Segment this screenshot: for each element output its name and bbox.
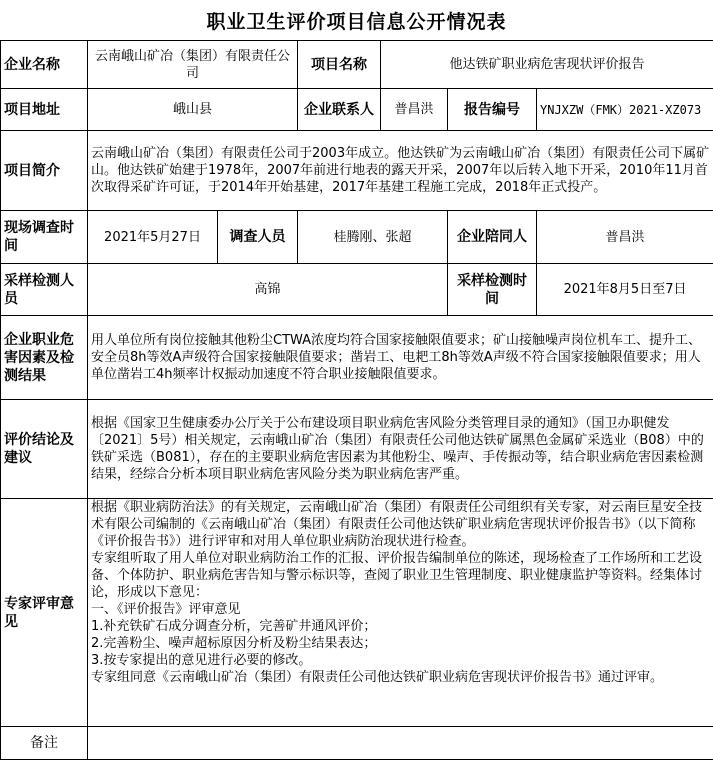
conclusion-value: 根据《国家卫生健康委办公厅关于公布建设项目职业病危害风险分类管理目录的通知》（国卫办职健发〔2021〕5号）相关规定，云南峨山矿冶（集团）有限责任公司他达铁矿属黑色金属矿采选业（B08）中的铁矿采选（B081），存在的主要职业病危害因素为其他粉尘、噪声、手传振动等，结合职业病危害因素检测结果，经综合分析本项目职业病危害风险分类为职业病危害严重。: [88, 400, 713, 499]
form-title: 职业卫生评价项目信息公开情况表: [206, 10, 507, 33]
row-survey: [1, 211, 713, 264]
company-name-value: 云南峨山矿冶（集团）有限责任公司: [88, 41, 298, 89]
row-conclusion: [1, 400, 713, 499]
project-address-label: 项目地址: [1, 89, 88, 131]
escort-label: 企业陪同人: [448, 211, 537, 264]
project-intro-label: 项目简介: [1, 131, 88, 211]
expert-review-label: 专家评审意见: [1, 499, 88, 727]
hazard-results-value: 用人单位所有岗位接触其他粉尘CTWA浓度均符合国家接触限值要求；矿山接触噪声岗位机车工、提升工、安全员8h等效A声级符合国家接触限值要求；凿岩工、电耙工8h等效A声级不符合国家接触限值要求；用人单位凿岩工4h频率计权振动加速度不符合职业接触限值要求。: [88, 316, 713, 400]
project-name-value: 他达铁矿职业病危害现状评价报告: [381, 41, 713, 89]
enterprise-contact-value: 普昌洪: [381, 89, 448, 131]
enterprise-contact-label: 企业联系人: [298, 89, 381, 131]
row-address: [1, 89, 713, 131]
investigator-label: 调查人员: [218, 211, 298, 264]
row-expert-review: [1, 499, 713, 727]
conclusion-label: 评价结论及建议: [1, 400, 88, 499]
expert-paragraph: 3.按专家提出的意见进行必要的修改。: [91, 653, 312, 668]
investigator-value: 桂腾刚、张超: [298, 211, 448, 264]
hazard-results-label: 企业职业危害因素及检测结果: [1, 316, 88, 400]
info-table: [0, 40, 713, 760]
report-number-value: YNJXZW（FMK）2021-XZ073: [537, 89, 713, 131]
row-intro: [1, 131, 713, 211]
sampling-time-label: 采样检测时间: [448, 264, 537, 316]
expert-paragraph: 2.完善粉尘、噪声超标原因分析及粉尘结果表达；: [91, 636, 377, 651]
survey-time-label: 现场调查时间: [1, 211, 88, 264]
sampling-time-value: 2021年8月5日至7日: [537, 264, 713, 316]
expert-paragraph: 专家组听取了用人单位对职业病防治工作的汇报、评价报告编制单位的陈述，现场检查了工作场所和工艺设备、个体防护、职业病危害告知与警示标识等，查阅了职业卫生管理制度、职业健康监护等资料。经集体讨论，形成以下意见：: [91, 551, 703, 600]
remarks-value: [88, 727, 713, 760]
row-company: [1, 41, 713, 89]
project-intro-value: 云南峨山矿冶（集团）有限责任公司于2003年成立。他达铁矿为云南峨山矿冶（集团）有限责任公司下属矿山。他达铁矿始建于1978年，2007年前进行地表的露天开采，2007年以后转入地下开采，2010年11月首次取得采矿许可证，于2014年开始基建，2017年基建工程施工完成，2018年正式投产。: [88, 131, 713, 211]
expert-paragraph: 一、《评价报告》评审意见: [91, 602, 241, 617]
row-hazard-results: [1, 316, 713, 400]
expert-paragraph: 1.补充铁矿石成分调查分析，完善矿井通风评价；: [91, 619, 377, 634]
sampling-staff-value: 高锦: [88, 264, 448, 316]
expert-paragraph: 专家组同意《云南峨山矿冶（集团）有限责任公司他达铁矿职业病危害现状评价报告书》通过评审。: [91, 670, 664, 685]
expert-paragraph: 根据《职业病防治法》的有关规定，云南峨山矿冶（集团）有限责任公司组织有关专家，对云南巨星安全技术有限公司编制的《云南峨山矿冶（集团）有限责任公司他达铁矿职业病危害现状评价报告书》（以下简称《评价报告书》）进行评审和对用人单位职业病防治现状进行检查。: [91, 500, 703, 549]
report-number-label: 报告编号: [448, 89, 537, 131]
escort-value: 普昌洪: [537, 211, 713, 264]
row-remarks: [1, 727, 713, 760]
company-name-label: 企业名称: [1, 41, 88, 89]
project-name-label: 项目名称: [298, 41, 381, 89]
expert-review-value: [88, 499, 713, 727]
remarks-label: 备注: [1, 727, 88, 760]
project-address-value: 峨山县: [88, 89, 298, 131]
row-sampling: [1, 264, 713, 316]
survey-time-value: 2021年5月27日: [88, 211, 218, 264]
sampling-staff-label: 采样检测人员: [1, 264, 88, 316]
